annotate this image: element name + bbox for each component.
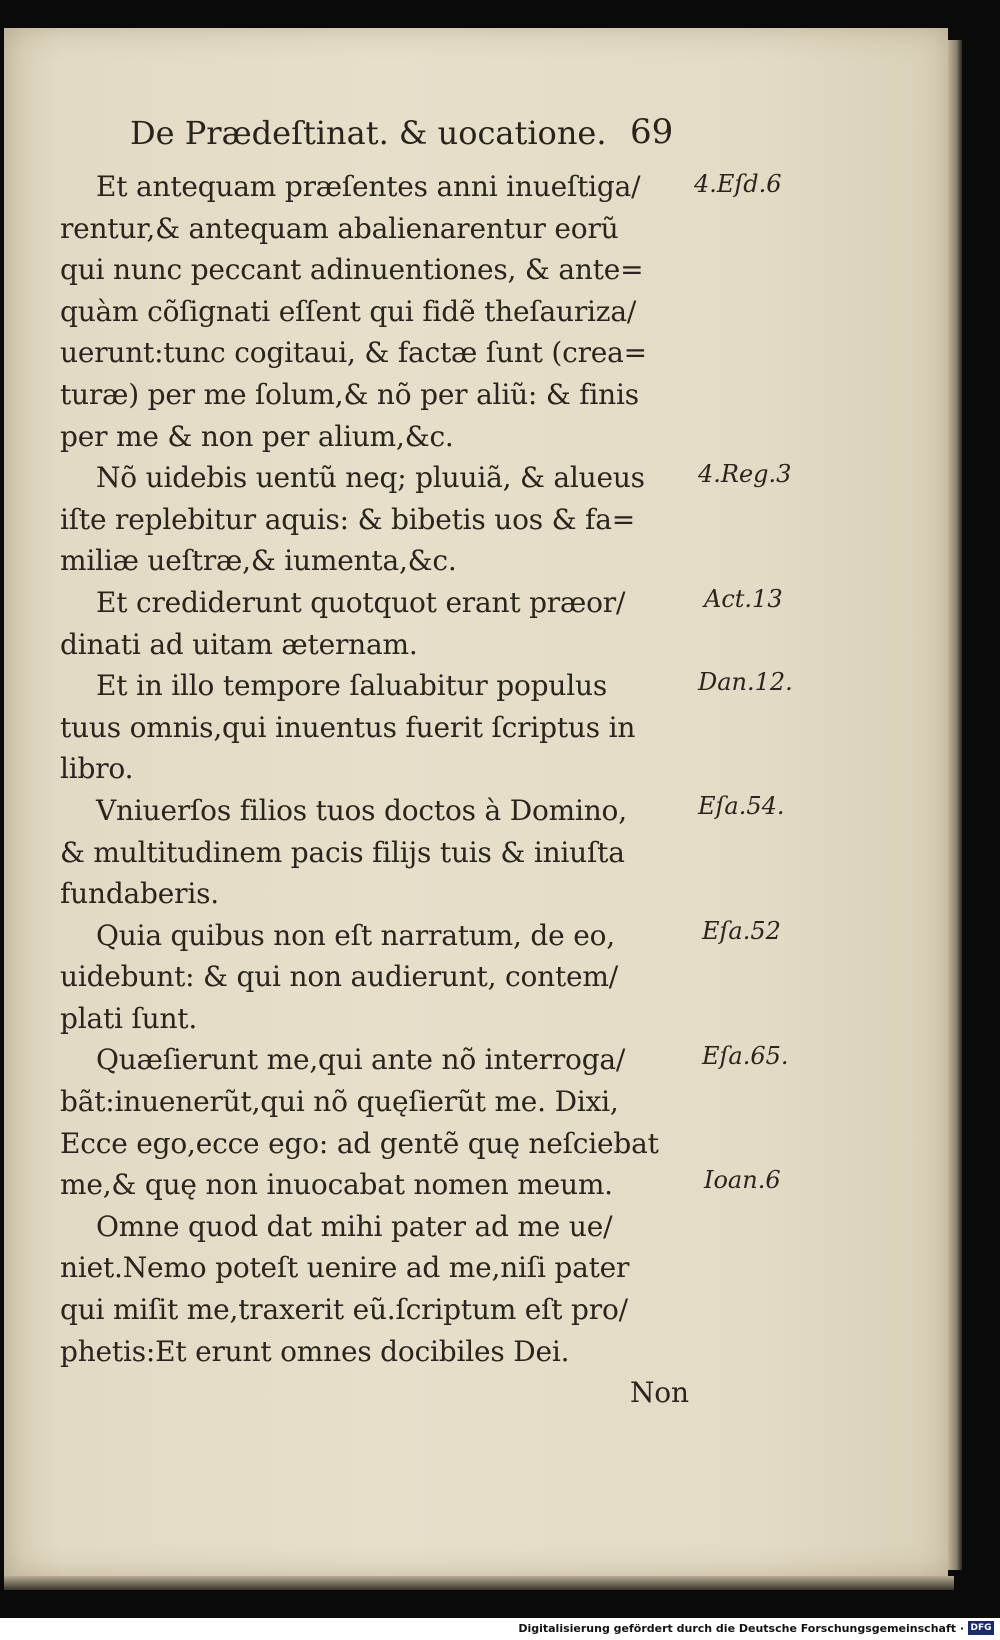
text-line: Quia quibus non eſt narratum, de eo,	[96, 918, 615, 952]
text-line: Et in illo tempore ſaluabitur populus	[96, 669, 607, 703]
text-line: uerunt:tunc cogitaui, & factæ ſunt (crea=	[60, 336, 647, 370]
text-line: tuus omnis,qui inuentus fuerit ſcriptus in	[60, 710, 636, 744]
text-line: niet.Nemo poteſt uenire ad me,niſi pater	[60, 1251, 630, 1285]
book-page	[4, 28, 948, 1576]
page-number: 69	[630, 112, 674, 152]
text-line: me,& quę non inuocabat nomen meum.	[60, 1168, 613, 1202]
catchword: Non	[630, 1376, 689, 1410]
page-edge	[948, 40, 962, 1570]
text-line: Ecce ego,ecce ego: ad gentẽ quę neſciebat	[60, 1126, 659, 1160]
marginal-note: Dan.12.	[698, 668, 793, 696]
text-line: iſte replebitur aquis: & bibetis uos & fa=	[60, 502, 635, 536]
text-line: uidebunt: & qui non audierunt, contem/	[60, 960, 618, 994]
text-line: dinati ad uitam æternam.	[60, 627, 418, 661]
text-line: Et antequam præſentes anni inueſtiga/	[96, 170, 641, 203]
text-line: Nõ uidebis uentũ neq; pluuiã, & alueus	[96, 461, 645, 495]
page-bottom-edge	[4, 1576, 954, 1590]
text-line: Quæſierunt me,qui ante nõ interroga/	[96, 1043, 626, 1077]
text-line: miliæ ueſtræ,& iumenta,&c.	[60, 544, 457, 578]
text-line: libro.	[60, 752, 134, 786]
marginal-note: 4.Eſd.6	[694, 170, 782, 198]
text-line: per me & non per alium,&c.	[60, 419, 454, 453]
running-title: De Prædeſtinat. & uocatione.	[130, 114, 607, 152]
marginal-note: Eſa.54.	[698, 792, 785, 820]
funding-credit: Digitalisierung gefördert durch die Deutsche Forschungsgemeinschaft ·	[518, 1622, 964, 1635]
text-line: phetis:Et erunt omnes docibiles Dei.	[60, 1334, 570, 1368]
text-line: Omne quod dat mihi pater ad me ue/	[96, 1209, 613, 1243]
marginal-note: 4.Reg.3	[698, 460, 792, 488]
text-line: fundaberis.	[60, 877, 219, 911]
text-line: quàm cõſignati eſſent qui fidẽ theſauriza/	[60, 294, 637, 328]
marginal-note: Eſa.65.	[702, 1042, 789, 1070]
text-line: qui miſit me,traxerit eũ.ſcriptum eſt pro/	[60, 1293, 628, 1327]
dfg-logo-icon: DFG	[968, 1621, 994, 1635]
text-line: rentur,& antequam abalienarentur eorũ	[60, 211, 619, 245]
text-line: Et crediderunt quotquot erant præor/	[96, 585, 626, 619]
text-line: Vniuerſos filios tuos doctos à Domino,	[96, 793, 627, 827]
text-line: plati ſunt.	[60, 1001, 198, 1035]
text-line: turæ) per me ſolum,& nõ per aliũ: & finis	[60, 377, 639, 411]
page-body	[60, 166, 720, 1414]
text-line: bãt:inuenerũt,qui nõ quęſierũt me. Dixi,	[60, 1085, 619, 1119]
marginal-note: Act.13	[704, 585, 783, 613]
marginal-note: Ioan.6	[704, 1166, 781, 1194]
marginal-note: Eſa.52	[702, 917, 781, 945]
text-line: qui nunc peccant adinuentiones, & ante=	[60, 253, 644, 287]
text-line: & multitudinem pacis filijs tuis & iniuſta	[60, 835, 625, 869]
